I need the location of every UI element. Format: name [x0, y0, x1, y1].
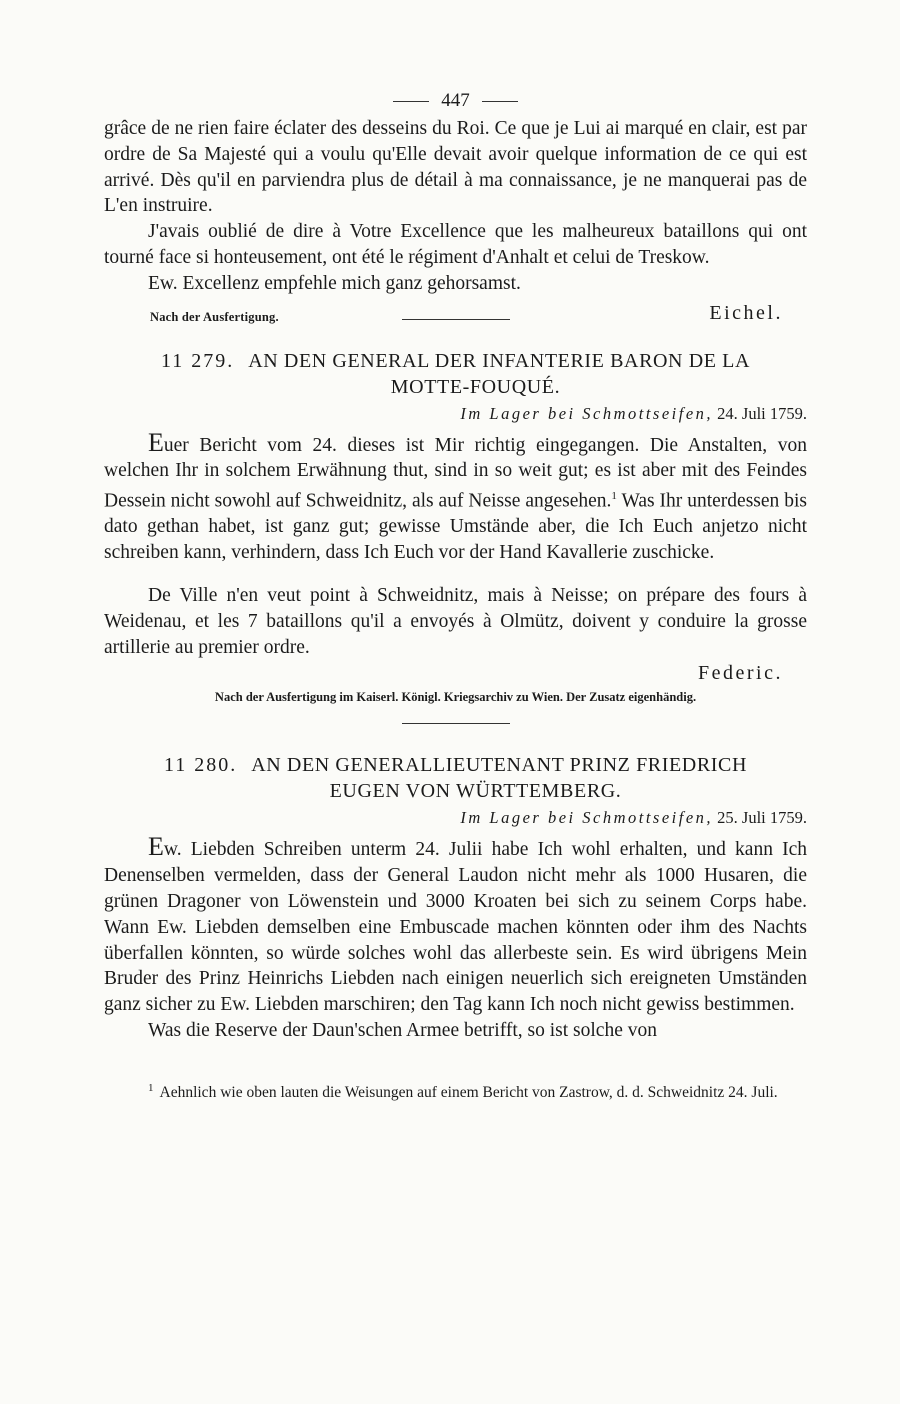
paragraph: grâce de ne rien faire éclater des desseins du Roi. Ce que je Lui ai marqué en clair, est par ordre de Sa Majesté qui a voulu qu'Elle devait avoir quelque information de ce qui est arrivé. Dès qu'il en parviendra plus de détail à ma connaissance, je ne manquerai pas de L'en instruire.	[104, 118, 807, 217]
heading-title: AN DEN GENERAL DER INFANTERIE BARON DE LA	[248, 349, 751, 372]
letter-heading	[104, 348, 807, 400]
date: 24. Juli 1759.	[717, 403, 807, 423]
signature: Eichel.	[709, 301, 783, 324]
place: Im Lager bei Schmottseifen,	[460, 403, 714, 423]
heading-title-line2: EUGEN VON WÜRTTEMBERG.	[329, 780, 622, 803]
footnote-text: Aehnlich wie oben lauten die Weisungen auf einem Bericht von Zastrow, d. d. Schweidnitz 24. Juli.	[159, 1083, 778, 1101]
initial-letter: E	[148, 427, 164, 457]
place-date	[104, 808, 807, 828]
footnote-number: 1	[148, 1081, 154, 1094]
dash-right	[482, 101, 518, 102]
source-note: Nach der Ausfertigung im Kaiserl. Königl. Kriegsarchiv zu Wien. Der Zusatz eigenhändig.	[214, 690, 697, 705]
footnote	[104, 1078, 807, 1103]
page-number: 447	[104, 86, 807, 116]
signature-block	[104, 660, 807, 686]
signature-line	[104, 297, 807, 325]
letter-heading	[104, 752, 807, 804]
date: 25. Juli 1759.	[717, 808, 807, 828]
paragraph: De Ville n'en veut point à Schweidnitz, mais à Neisse; on prépare des fours à Weidenau, et les 7 bataillons qu'il a envoyés à Olmütz, doivent y conduire la grosse artillerie au premier ordre.	[104, 585, 807, 658]
document-page	[104, 86, 807, 1103]
paragraph: J'avais oublié de dire à Votre Excellence que les malheureux bataillons qui ont tourné face si honteusement, ont été le régiment d'Anhalt et celui de Treskow.	[104, 221, 807, 268]
letter-body	[104, 427, 807, 661]
footnote-marker: 1	[611, 490, 617, 503]
paragraph: Ew. Excellenz empfehle mich ganz gehorsamst.	[148, 272, 521, 294]
paragraph: Was die Reserve der Daun'schen Armee betrifft, so ist solche von	[148, 1020, 657, 1042]
section-divider	[402, 723, 510, 724]
letter-number: 11 280.	[163, 754, 238, 777]
letter-number: 11 279.	[160, 349, 235, 372]
section-divider	[402, 319, 510, 320]
letter-body	[104, 834, 807, 1043]
heading-title: AN DEN GENERALLIEUTENANT PRINZ FRIEDRICH	[251, 754, 748, 777]
initial-letter: E	[148, 832, 164, 862]
signature: Federic.	[698, 662, 783, 685]
dash-left	[393, 101, 429, 102]
place-date	[104, 404, 807, 424]
previous-letter-ending	[104, 116, 807, 297]
paragraph: Euer Bericht vom 24. dieses ist Mir richtig eingegangen. Die Anstalten, von welchen Ihr in solchem Erwähnung thut, sind in so weit gut; es ist aber mit des Feindes Dessein nicht sowohl auf Schweidnitz, als auf Neisse angesehen.$^1$ Was Ihr unterdessen bis dato gethan habet, ist ganz gut; gewisse Umstände aber, die Ich Euch anjetzo nicht schreiben kann, verhindern, dass Ich Euch vor der Hand Kavallerie zuschicke.	[104, 427, 807, 564]
place: Im Lager bei Schmottseifen,	[460, 808, 714, 828]
paragraph: Ew. Liebden Schreiben unterm 24. Julii habe Ich wohl erhalten, und kann Ich Denenselben vermelden, dass der General Laudon nicht mehr als 1000 Husaren, die grünen Dragoner von Löwenstein und 3000 Kroaten bei sich zu seinem Corps habe. Wann Ew. Liebden demselben eine Embuscade machen könnten oder ihm des Nachts überfallen könnten, so würde solches wohl das allerbeste sein. Es wird übrigens Mein Bruder des Prinz Heinrichs Liebden nach einigen neuerlich sich ereigneten Umständen ganz sicher zu Ew. Liebden marschiren; den Tag kann Ich noch nicht gewiss bestimmen.	[104, 832, 807, 1016]
source-note: Nach der Ausfertigung.	[150, 309, 279, 324]
heading-title-line2: MOTTE-FOUQUÉ.	[390, 375, 561, 398]
